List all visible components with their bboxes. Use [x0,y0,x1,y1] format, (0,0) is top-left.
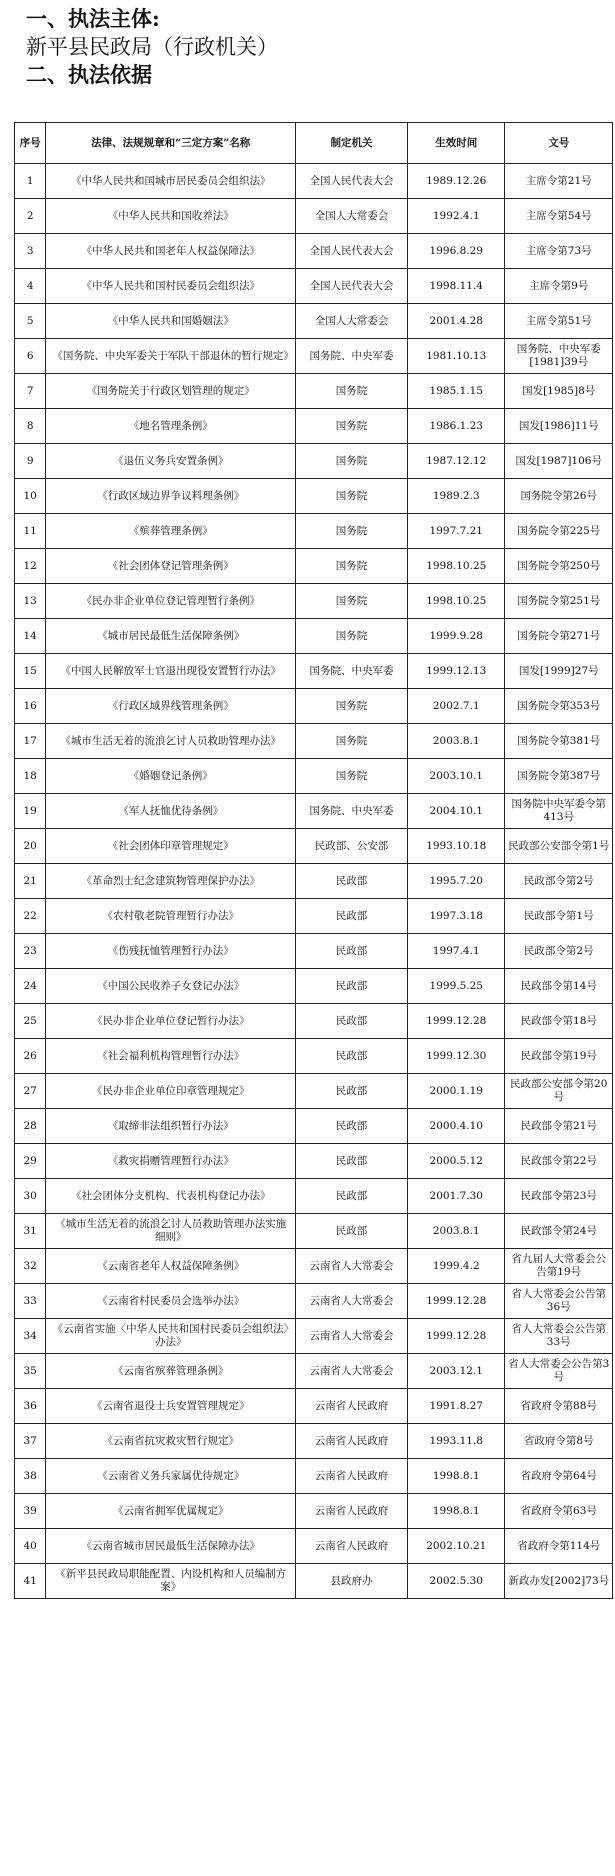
cell-effective-date: 2000.5.12 [408,1144,505,1179]
cell-index: 5 [15,304,46,339]
cell-document-number: 国务院令第353号 [505,689,613,724]
table-row [15,934,613,969]
cell-law-title: 《退伍义务兵安置条例》 [46,444,296,479]
table-row [15,654,613,689]
cell-effective-date: 2001.4.28 [408,304,505,339]
table-row [15,199,613,234]
cell-index: 37 [15,1424,46,1459]
table-row [15,269,613,304]
table-row [15,374,613,409]
cell-authority: 全国人大常委会 [296,199,408,234]
table-row [15,1249,613,1284]
cell-authority: 全国人民代表大会 [296,164,408,199]
cell-index: 38 [15,1459,46,1494]
cell-index: 10 [15,479,46,514]
cell-effective-date: 1987.12.12 [408,444,505,479]
cell-effective-date: 1989.12.26 [408,164,505,199]
cell-document-number: 民政部令第24号 [505,1214,613,1249]
cell-index: 15 [15,654,46,689]
cell-authority: 民政部 [296,1109,408,1144]
cell-authority: 民政部 [296,934,408,969]
cell-document-number: 国务院令第250号 [505,549,613,584]
cell-authority: 国务院 [296,724,408,759]
cell-index: 12 [15,549,46,584]
table-row [15,1179,613,1214]
cell-effective-date: 1981.10.13 [408,339,505,374]
cell-document-number: 国务院中央军委令第413号 [505,794,613,829]
cell-authority: 云南省人大常委会 [296,1354,408,1389]
cell-authority: 云南省人大常委会 [296,1249,408,1284]
cell-index: 34 [15,1319,46,1354]
cell-effective-date: 1998.10.25 [408,549,505,584]
table-row [15,304,613,339]
column-header-document-number: 文号 [505,123,613,164]
cell-law-title: 《社会团体印章管理规定》 [46,829,296,864]
cell-document-number: 主席令第73号 [505,234,613,269]
cell-effective-date: 1998.8.1 [408,1459,505,1494]
cell-effective-date: 2002.7.1 [408,689,505,724]
cell-law-title: 《伤残抚恤管理暂行办法》 [46,934,296,969]
cell-index: 26 [15,1039,46,1074]
cell-effective-date: 2000.1.19 [408,1074,505,1109]
cell-authority: 国务院 [296,689,408,724]
cell-law-title: 《新平县民政局职能配置、内设机构和人员编制方案》 [46,1564,296,1599]
cell-authority: 国务院 [296,374,408,409]
cell-authority: 民政部 [296,1144,408,1179]
cell-authority: 云南省人大常委会 [296,1319,408,1354]
cell-document-number: 省政府令第8号 [505,1424,613,1459]
cell-effective-date: 1989.2.3 [408,479,505,514]
cell-authority: 民政部 [296,1074,408,1109]
cell-document-number: 国发[1987]106号 [505,444,613,479]
cell-law-title: 《中国人民解放军士官退出现役安置暂行办法》 [46,654,296,689]
cell-authority: 云南省人民政府 [296,1424,408,1459]
cell-document-number: 民政部令第23号 [505,1179,613,1214]
cell-document-number: 民政部令第14号 [505,969,613,1004]
cell-index: 28 [15,1109,46,1144]
cell-document-number: 省人大常委会公告第33号 [505,1319,613,1354]
cell-effective-date: 2004.10.1 [408,794,505,829]
cell-law-title: 《城市生活无着的流浪乞讨人员救助管理办法》 [46,724,296,759]
cell-index: 27 [15,1074,46,1109]
table-row [15,1039,613,1074]
cell-index: 16 [15,689,46,724]
cell-authority: 云南省人民政府 [296,1494,408,1529]
cell-law-title: 《社会团体分支机构、代表机构登记办法》 [46,1179,296,1214]
cell-effective-date: 1997.3.18 [408,899,505,934]
table-row [15,1424,613,1459]
cell-authority: 民政部 [296,1004,408,1039]
cell-authority: 民政部 [296,1179,408,1214]
cell-index: 30 [15,1179,46,1214]
cell-authority: 民政部 [296,864,408,899]
cell-law-title: 《军人抚恤优待条例》 [46,794,296,829]
cell-authority: 国务院、中央军委 [296,794,408,829]
cell-document-number: 民政部令第2号 [505,864,613,899]
cell-document-number: 省政府令第63号 [505,1494,613,1529]
cell-document-number: 民政部令第21号 [505,1109,613,1144]
cell-law-title: 《中华人民共和国老年人权益保障法》 [46,234,296,269]
cell-document-number: 民政部令第2号 [505,934,613,969]
cell-effective-date: 2003.8.1 [408,724,505,759]
cell-document-number: 民政部令第18号 [505,1004,613,1039]
table-row [15,409,613,444]
cell-effective-date: 2002.10.21 [408,1529,505,1564]
cell-document-number: 国务院令第225号 [505,514,613,549]
cell-index: 3 [15,234,46,269]
cell-authority: 国务院 [296,759,408,794]
cell-effective-date: 2003.12.1 [408,1354,505,1389]
cell-authority: 民政部、公安部 [296,829,408,864]
table-row [15,549,613,584]
table-row [15,1109,613,1144]
cell-index: 19 [15,794,46,829]
cell-authority: 国务院 [296,549,408,584]
cell-index: 41 [15,1564,46,1599]
column-header-index: 序号 [15,123,46,164]
cell-effective-date: 1999.12.30 [408,1039,505,1074]
cell-effective-date: 1986.1.23 [408,409,505,444]
cell-index: 25 [15,1004,46,1039]
table-row [15,1529,613,1564]
cell-law-title: 《行政区域边界争议料理条例》 [46,479,296,514]
cell-law-title: 《云南省抗灾救灾暂行规定》 [46,1424,296,1459]
column-header-title: 法律、法规规章和“三定方案”名称 [46,123,296,164]
cell-document-number: 省九届人大常委会公告第19号 [505,1249,613,1284]
cell-effective-date: 2002.5.30 [408,1564,505,1599]
cell-law-title: 《云南省村民委员会选举办法》 [46,1284,296,1319]
cell-authority: 全国人大常委会 [296,304,408,339]
cell-index: 31 [15,1214,46,1249]
cell-law-title: 《救灾捐赠管理暂行办法》 [46,1144,296,1179]
cell-document-number: 省政府令第88号 [505,1389,613,1424]
cell-document-number: 主席令第51号 [505,304,613,339]
cell-law-title: 《民办非企业单位登记管理暂行条例》 [46,584,296,619]
table-row [15,794,613,829]
table-row [15,164,613,199]
cell-effective-date: 1999.4.2 [408,1249,505,1284]
cell-law-title: 《中华人民共和国城市居民委员会组织法》 [46,164,296,199]
cell-index: 6 [15,339,46,374]
cell-law-title: 《取缔非法组织暂行办法》 [46,1109,296,1144]
cell-index: 2 [15,199,46,234]
cell-authority: 国务院 [296,619,408,654]
table-row [15,969,613,1004]
table-row [15,234,613,269]
cell-document-number: 民政部公安部令第1号 [505,829,613,864]
cell-law-title: 《云南省退役士兵安置管理规定》 [46,1389,296,1424]
cell-effective-date: 1998.8.1 [408,1494,505,1529]
cell-index: 20 [15,829,46,864]
cell-index: 32 [15,1249,46,1284]
cell-index: 9 [15,444,46,479]
cell-law-title: 《云南省殡葬管理条例》 [46,1354,296,1389]
table-row [15,619,613,654]
cell-effective-date: 1991.8.27 [408,1389,505,1424]
cell-document-number: 省人大常委会公告第3号 [505,1354,613,1389]
cell-effective-date: 2003.10.1 [408,759,505,794]
cell-document-number: 民政部令第22号 [505,1144,613,1179]
cell-authority: 国务院、中央军委 [296,654,408,689]
table-row [15,724,613,759]
table-row [15,339,613,374]
cell-effective-date: 1997.4.1 [408,934,505,969]
cell-document-number: 国务院、中央军委[1981]39号 [505,339,613,374]
table-row [15,1074,613,1109]
cell-index: 8 [15,409,46,444]
section-heading-enforcement-basis: 二、执法依据 [26,62,152,87]
cell-document-number: 省政府令第64号 [505,1459,613,1494]
cell-document-number: 国发[1986]11号 [505,409,613,444]
cell-authority: 全国人民代表大会 [296,234,408,269]
cell-effective-date: 2003.8.1 [408,1214,505,1249]
cell-authority: 国务院 [296,409,408,444]
cell-effective-date: 1999.12.28 [408,1284,505,1319]
cell-law-title: 《中华人民共和国婚姻法》 [46,304,296,339]
table-row [15,584,613,619]
cell-effective-date: 1999.12.28 [408,1319,505,1354]
cell-effective-date: 1998.11.4 [408,269,505,304]
cell-document-number: 省人大常委会公告第36号 [505,1284,613,1319]
table-row [15,829,613,864]
table-row [15,864,613,899]
cell-index: 35 [15,1354,46,1389]
cell-law-title: 《民办非企业单位印章管理规定》 [46,1074,296,1109]
cell-authority: 全国人民代表大会 [296,269,408,304]
cell-index: 17 [15,724,46,759]
cell-authority: 民政部 [296,969,408,1004]
cell-law-title: 《婚姻登记条例》 [46,759,296,794]
cell-law-title: 《中华人民共和国村民委员会组织法》 [46,269,296,304]
cell-effective-date: 1999.5.25 [408,969,505,1004]
cell-law-title: 《行政区域界线管理条例》 [46,689,296,724]
cell-authority: 云南省人大常委会 [296,1284,408,1319]
cell-document-number: 国发[1999]27号 [505,654,613,689]
cell-law-title: 《中国公民收养子女登记办法》 [46,969,296,1004]
cell-law-title: 《云南省老年人权益保障条例》 [46,1249,296,1284]
cell-document-number: 主席令第21号 [505,164,613,199]
cell-document-number: 国发[1985]8号 [505,374,613,409]
cell-authority: 国务院、中央军委 [296,339,408,374]
cell-index: 23 [15,934,46,969]
cell-document-number: 国务院令第251号 [505,584,613,619]
column-header-effective-date: 生效时间 [408,123,505,164]
cell-effective-date: 1996.8.29 [408,234,505,269]
enforcement-subject-name: 新平县民政局（行政机关） [26,35,278,59]
laws-table [14,122,613,1599]
cell-index: 33 [15,1284,46,1319]
cell-index: 22 [15,899,46,934]
cell-effective-date: 1985.1.15 [408,374,505,409]
table-row [15,1284,613,1319]
cell-law-title: 《殡葬管理条例》 [46,514,296,549]
cell-index: 1 [15,164,46,199]
cell-law-title: 《国务院、中央军委关于军队干部退休的暂行规定》 [46,339,296,374]
table-row [15,444,613,479]
table-row [15,479,613,514]
column-header-authority: 制定机关 [296,123,408,164]
cell-authority: 国务院 [296,479,408,514]
table-row [15,1389,613,1424]
table-row [15,514,613,549]
cell-law-title: 《革命烈士纪念建筑物管理保护办法》 [46,864,296,899]
cell-authority: 民政部 [296,1039,408,1074]
cell-document-number: 国务院令第381号 [505,724,613,759]
section-heading-enforcement-subject: 一、执法主体: [26,6,160,31]
table-row [15,1459,613,1494]
cell-law-title: 《云南省实施〈中华人民共和国村民委员会组织法〉办法》 [46,1319,296,1354]
cell-document-number: 国务院令第387号 [505,759,613,794]
cell-index: 24 [15,969,46,1004]
cell-effective-date: 1993.11.8 [408,1424,505,1459]
cell-law-title: 《国务院关于行政区划管理的规定》 [46,374,296,409]
cell-law-title: 《地名管理条例》 [46,409,296,444]
cell-law-title: 《云南省城市居民最低生活保障办法》 [46,1529,296,1564]
cell-law-title: 《中华人民共和国收养法》 [46,199,296,234]
cell-index: 39 [15,1494,46,1529]
cell-effective-date: 1992.4.1 [408,199,505,234]
cell-index: 7 [15,374,46,409]
table-row [15,899,613,934]
cell-document-number: 国务院令第26号 [505,479,613,514]
cell-document-number: 省政府令第114号 [505,1529,613,1564]
cell-index: 40 [15,1529,46,1564]
cell-effective-date: 1995.7.20 [408,864,505,899]
cell-law-title: 《云南省义务兵家属优待规定》 [46,1459,296,1494]
cell-authority: 云南省人民政府 [296,1529,408,1564]
cell-effective-date: 1999.12.13 [408,654,505,689]
cell-authority: 国务院 [296,444,408,479]
table-row [15,1494,613,1529]
cell-document-number: 主席令第9号 [505,269,613,304]
cell-effective-date: 1999.9.28 [408,619,505,654]
table-row [15,1144,613,1179]
cell-authority: 民政部 [296,1214,408,1249]
cell-index: 21 [15,864,46,899]
cell-document-number: 新政办发[2002]73号 [505,1564,613,1599]
cell-authority: 云南省人民政府 [296,1459,408,1494]
cell-law-title: 《城市生活无着的流浪乞讨人员救助管理办法实施细则》 [46,1214,296,1249]
table-row [15,1214,613,1249]
cell-effective-date: 2001.7.30 [408,1179,505,1214]
cell-index: 29 [15,1144,46,1179]
cell-index: 36 [15,1389,46,1424]
table-row [15,689,613,724]
cell-effective-date: 1999.12.28 [408,1004,505,1039]
cell-law-title: 《社会团体登记管理条例》 [46,549,296,584]
table-row [15,1319,613,1354]
cell-effective-date: 1993.10.18 [408,829,505,864]
cell-index: 13 [15,584,46,619]
cell-document-number: 主席令第54号 [505,199,613,234]
table-row [15,1564,613,1599]
table-row [15,759,613,794]
cell-document-number: 民政部公安部令第20号 [505,1074,613,1109]
cell-authority: 民政部 [296,899,408,934]
cell-index: 18 [15,759,46,794]
cell-effective-date: 2000.4.10 [408,1109,505,1144]
cell-law-title: 《农村敬老院管理暂行办法》 [46,899,296,934]
cell-effective-date: 1997.7.21 [408,514,505,549]
cell-authority: 云南省人民政府 [296,1389,408,1424]
cell-effective-date: 1998.10.25 [408,584,505,619]
cell-document-number: 民政部令第19号 [505,1039,613,1074]
cell-authority: 国务院 [296,584,408,619]
cell-authority: 国务院 [296,514,408,549]
cell-law-title: 《城市居民最低生活保障条例》 [46,619,296,654]
cell-law-title: 《云南省拥军优属规定》 [46,1494,296,1529]
cell-index: 4 [15,269,46,304]
cell-law-title: 《社会福利机构管理暂行办法》 [46,1039,296,1074]
table-row [15,1354,613,1389]
cell-authority: 县政府办 [296,1564,408,1599]
cell-index: 14 [15,619,46,654]
cell-document-number: 国务院令第271号 [505,619,613,654]
table-header-row [15,123,613,164]
cell-law-title: 《民办非企业单位登记暂行办法》 [46,1004,296,1039]
table-row [15,1004,613,1039]
cell-index: 11 [15,514,46,549]
cell-document-number: 民政部令第1号 [505,899,613,934]
